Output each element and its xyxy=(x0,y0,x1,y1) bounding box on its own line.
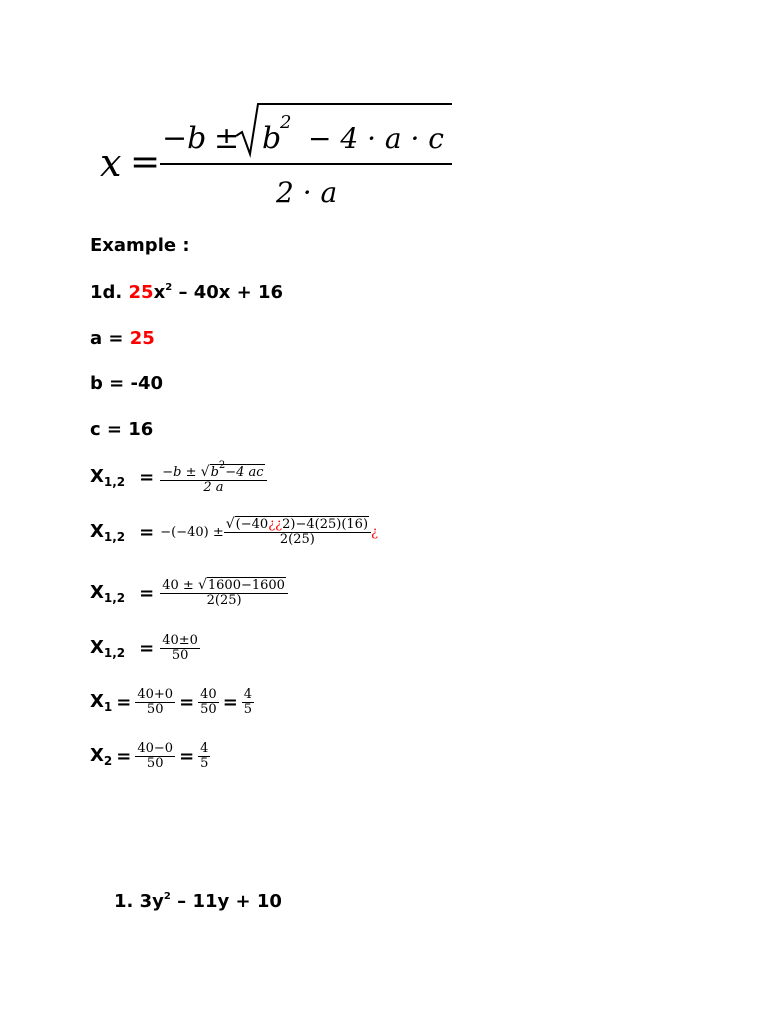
formula-equals: = xyxy=(130,142,161,183)
step-2-equals: = xyxy=(139,521,155,543)
formula-lhs: x xyxy=(100,141,122,185)
c-line: c = 16 xyxy=(90,419,154,440)
x2-fraction-2: $\frac{4}{5}$ xyxy=(200,741,209,772)
x2-label: $X_2$ xyxy=(90,745,113,769)
step-3 xyxy=(90,578,288,609)
x1-fraction-1: $\frac{40+0}{50}$ xyxy=(137,687,174,718)
quadratic-formula-graphic xyxy=(96,96,460,210)
step-4-fraction: $\frac{40\pm 0}{50}$ xyxy=(162,633,198,664)
step-1-fraction: $\frac{-b \pm √b^2-4 ac}{2 a}$ xyxy=(160,460,266,496)
problem-1d-rest: – 40x + 16 xyxy=(178,282,284,303)
x1-fraction-3: $\frac{4}{5}$ xyxy=(243,687,253,718)
step-2-trail: ¿ xyxy=(371,524,379,540)
step-2-lead: −(−40) ± xyxy=(160,524,224,540)
x1-fraction-2: $\frac{40}{50}$ xyxy=(200,687,217,718)
formula-exp: 2 xyxy=(280,112,292,133)
x12-label: $X_{1,2}$ xyxy=(90,466,126,490)
problem-1d-prefix: 1d. xyxy=(90,282,123,303)
b-line: b = -40 xyxy=(90,373,164,394)
step-1-equals: = xyxy=(139,467,155,489)
x2-line xyxy=(90,742,210,772)
x12-label: $X_{1,2}$ xyxy=(90,520,126,544)
formula-pm: ± xyxy=(214,121,240,156)
a-value: 25 xyxy=(129,328,155,349)
problem-1d-exp: 2 xyxy=(165,282,173,293)
exercise-1-base: 3y xyxy=(139,891,164,912)
x12-label: $X_{1,2}$ xyxy=(90,581,126,605)
x1-label: $X_1$ xyxy=(90,691,113,715)
x1-eq2: = xyxy=(179,692,195,714)
a-label: a = xyxy=(90,328,124,349)
x2-eq2: = xyxy=(179,746,195,768)
formula-den: 2 · a xyxy=(276,176,338,209)
example-label: Example : xyxy=(90,235,190,256)
problem-1d xyxy=(90,282,283,303)
step-2-fraction: $\frac{√(-40¿¿2)-4(25)(16)}{2(25)}$ xyxy=(224,517,371,548)
step-3-fraction: $\frac{40 \pm √1600-1600}{2(25)}$ xyxy=(160,578,288,609)
x1-eq1: = xyxy=(116,692,132,714)
x1-eq3: = xyxy=(222,692,238,714)
exercise-1 xyxy=(114,891,282,912)
exercise-1-rest: – 11y + 10 xyxy=(177,891,282,912)
step-3-equals: = xyxy=(139,582,155,604)
step-2 xyxy=(90,517,378,548)
step-1 xyxy=(90,460,267,496)
step-4-equals: = xyxy=(139,638,155,660)
problem-1d-coef: 25 xyxy=(128,282,154,303)
x1-line xyxy=(90,688,254,718)
x12-label: $X_{1,2}$ xyxy=(90,637,126,661)
formula-b: b xyxy=(262,121,282,156)
step-4 xyxy=(90,634,200,664)
x2-eq1: = xyxy=(116,746,132,768)
formula-minus-b: −b xyxy=(162,121,207,156)
formula-rest: − 4 · a · c xyxy=(308,122,444,155)
x2-fraction-1: $\frac{40-0}{50}$ xyxy=(137,741,174,772)
exercise-1-exp: 2 xyxy=(163,891,171,902)
a-line xyxy=(90,328,155,349)
exercise-1-prefix: 1. xyxy=(114,891,134,912)
problem-1d-x: x xyxy=(153,282,166,303)
